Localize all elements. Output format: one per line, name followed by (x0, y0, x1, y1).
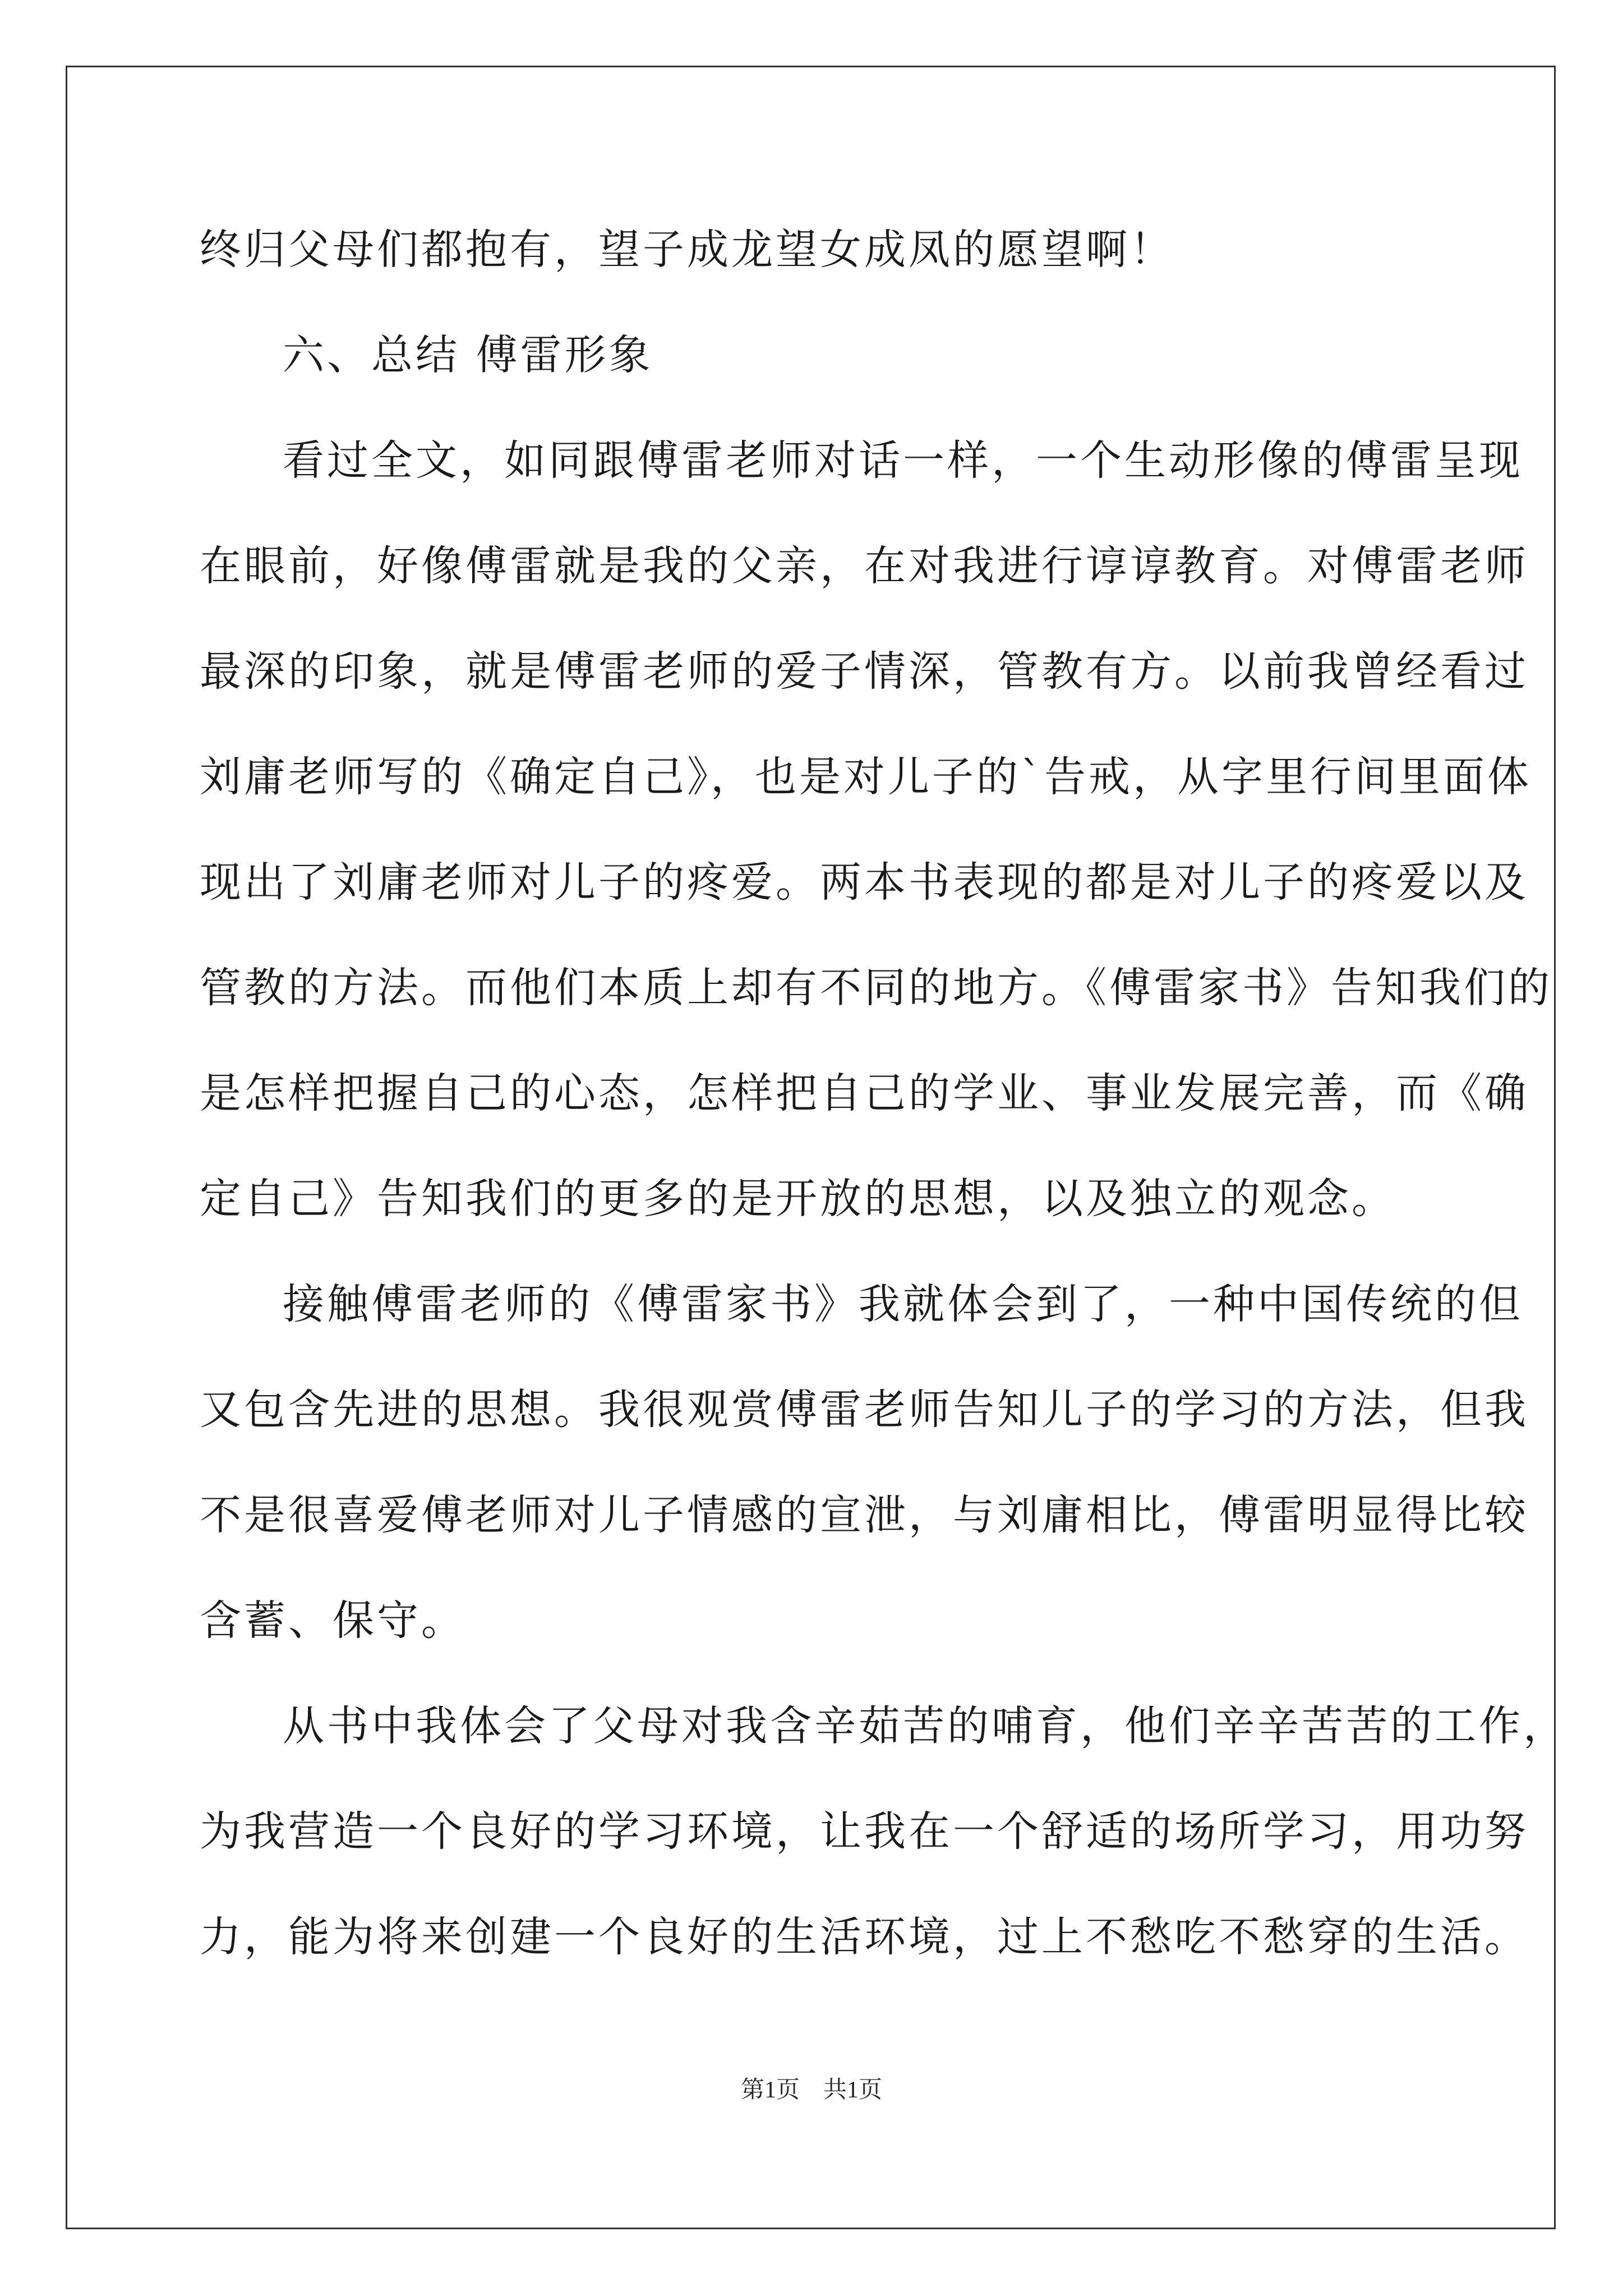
page-number-footer: 第1页 共1页 (740, 2077, 882, 2103)
paragraph-line: 在眼前，好像傅雷就是我的父亲，在对我进行谆谆教育。对傅雷老师 (200, 542, 1529, 590)
paragraph-line: 现出了刘庸老师对儿子的疼爱。两本书表现的都是对儿子的疼爱以及 (200, 858, 1529, 907)
paragraph-line: 为我营造一个良好的学习环境，让我在一个舒适的场所学习，用功努 (200, 1807, 1529, 1856)
paragraph-line: 是怎样把握自己的心态，怎样把自己的学业、事业发展完善，而《确 (200, 1069, 1529, 1117)
paragraph-line: 刘庸老师写的《确定自己》，也是对儿子的`告戒，从字里行间里面体 (200, 753, 1532, 801)
paragraph-line: 力，能为将来创建一个良好的生活环境，过上不愁吃不愁穿的生活。 (200, 1913, 1529, 1961)
paragraph-line: 最深的印象，就是傅雷老师的爱子情深，管教有方。以前我曾经看过 (200, 647, 1529, 696)
section-heading: 六、总结 傅雷形象 (283, 331, 653, 379)
paragraph-line: 接触傅雷老师的《傅雷家书》我就体会到了，一种中国传统的但 (283, 1280, 1523, 1328)
paragraph-line: 从书中我体会了父母对我含辛茹苦的哺育，他们辛辛苦苦的工作， (283, 1702, 1567, 1750)
paragraph-line: 管教的方法。而他们本质上却有不同的地方。《傅雷家书》告知我们的 (200, 964, 1552, 1012)
paragraph-line: 含蓄、保守。 (200, 1596, 465, 1645)
paragraph-line: 定自己》告知我们的更多的是开放的思想，以及独立的观念。 (200, 1175, 1396, 1223)
paragraph-line: 看过全文，如同跟傅雷老师对话一样，一个生动形像的傅雷呈现 (283, 436, 1523, 485)
document-body (200, 222, 1567, 2014)
paragraph-line: 又包含先进的思想。我很观赏傅雷老师告知儿子的学习的方法，但我 (200, 1386, 1529, 1434)
paragraph-line: 不是很喜爱傅老师对儿子情感的宣泄，与刘庸相比，傅雷明显得比较 (200, 1491, 1529, 1539)
paragraph-line: 终归父母们都抱有，望子成龙望女成凤的愿望啊！ (200, 226, 1174, 274)
